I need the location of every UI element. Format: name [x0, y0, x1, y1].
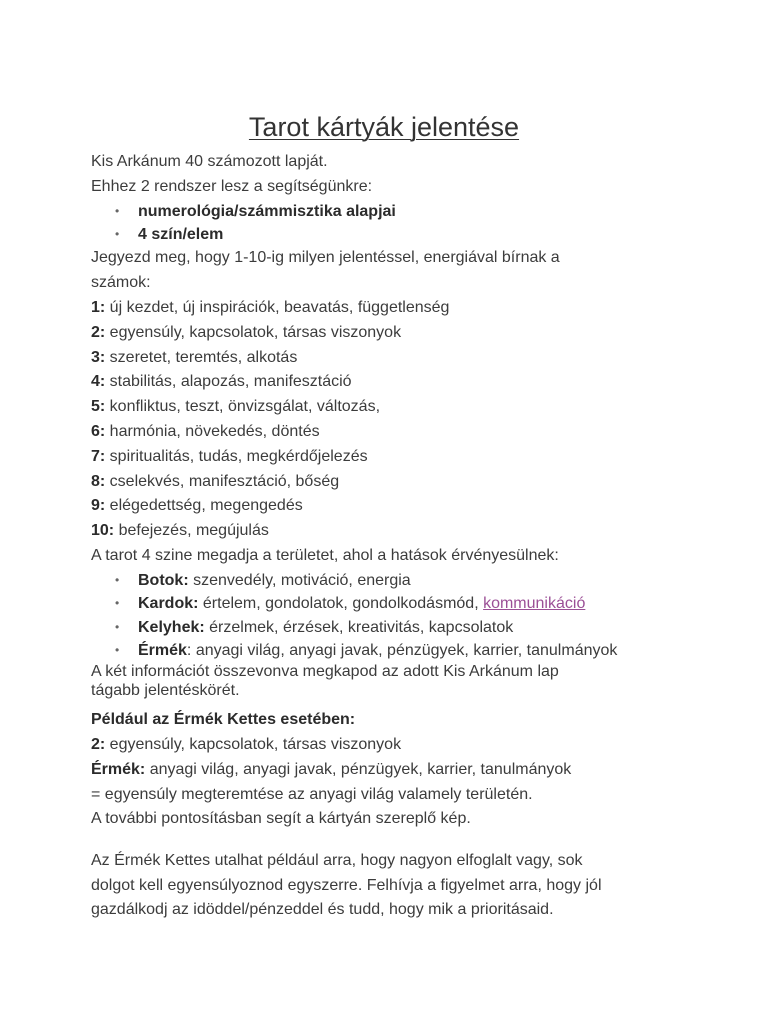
suit-item [91, 569, 711, 592]
numbers-intro-line: Jegyezd meg, hogy 1-10-ig milyen jelentéssel, energiával bírnak a [91, 249, 560, 267]
number-meaning: új kezdet, új inspirációk, beavatás, függetlenség [105, 298, 450, 316]
suit-item [91, 616, 711, 639]
numbers-intro-line: számok: [91, 274, 151, 292]
suit-item [91, 639, 711, 662]
bullet-icon: • [115, 642, 120, 657]
number-meaning-row [91, 494, 711, 519]
bullet-icon: • [115, 572, 120, 587]
suit-meaning: érzelmek, érzések, kreativitás, kapcsolatok [204, 618, 514, 636]
suit-meaning: szenvedély, motiváció, energia [188, 571, 411, 589]
number-label: 9: [91, 497, 106, 515]
number-label: 2: [91, 323, 106, 341]
number-label: 1: [91, 298, 106, 316]
example-suit-row [91, 758, 711, 783]
suit-label: Kelyhek: [138, 618, 205, 636]
number-meaning: elégedettség, megengedés [105, 497, 303, 515]
bullet-icon: • [115, 596, 120, 611]
combine-line: A két információt összevonva megkapod az adott Kis Arkánum lap [91, 663, 559, 681]
number-meaning-row [91, 445, 711, 470]
intro-line: Ehhez 2 rendszer lesz a segítségünkre: [91, 177, 373, 195]
number-meaning: befejezés, megújulás [114, 522, 269, 540]
bullet-icon: • [115, 619, 120, 634]
combine-line: tágabb jelentéskörét. [91, 682, 240, 700]
number-meaning: spiritualitás, tudás, megkérdőjelezés [105, 447, 368, 465]
suit-meaning: értelem, gondolatok, gondolkodásmód, [198, 595, 484, 613]
intro-line: Kis Arkánum 40 számozott lapját. [91, 153, 328, 170]
number-label: 3: [91, 348, 106, 366]
bullet-icon: • [115, 203, 120, 218]
number-meaning-row [91, 395, 711, 420]
number-meaning: stabilitás, alapozás, manifesztáció [105, 373, 352, 391]
example-result: = egyensúly megteremtése az anyagi világ valamely területén. [91, 785, 533, 803]
suit-label: Kardok: [138, 595, 199, 613]
suit-label: Érmék [138, 641, 187, 659]
suit-meaning: : anyagi világ, anyagi javak, pénzügyek, karrier, tanulmányok [186, 641, 618, 659]
number-meaning: konfliktus, teszt, önvizsgálat, változás, [105, 398, 381, 416]
system-label: 4 szín/elem [138, 225, 224, 243]
closing-line: Az Érmék Kettes utalhat például arra, hogy nagyon elfoglalt vagy, sok [91, 852, 583, 870]
number-meaning-row [91, 420, 711, 445]
example-number-label: 2: [91, 736, 106, 754]
example-heading [91, 708, 711, 733]
page-title: Tarot kártyák jelentése [248, 112, 520, 142]
example-number-meaning: egyensúly, kapcsolatok, társas viszonyok [105, 736, 402, 754]
number-label: 6: [91, 422, 106, 440]
number-meaning-row [91, 470, 711, 495]
number-meaning: szeretet, teremtés, alkotás [105, 348, 298, 366]
number-label: 8: [91, 472, 106, 490]
system-label: numerológia/számmisztika alapjai [138, 202, 396, 220]
number-meaning-row [91, 370, 711, 395]
number-meaning: cselekvés, manifesztáció, bőség [105, 472, 340, 490]
system-item [91, 200, 711, 223]
number-meaning-row [91, 346, 711, 371]
closing-line: gazdálkodj az idöddel/pénzeddel és tudd, hogy mik a prioritásaid. [91, 901, 554, 919]
number-label: 7: [91, 447, 106, 465]
number-label: 5: [91, 398, 106, 416]
number-meaning-row [91, 321, 711, 346]
number-meaning-row [91, 296, 711, 321]
system-item [91, 223, 711, 246]
bullet-icon: • [115, 226, 120, 241]
kommunikacio-link[interactable]: kommunikáció [483, 595, 586, 613]
number-meaning: harmónia, növekedés, döntés [105, 422, 320, 440]
example-suit-meaning: anyagi világ, anyagi javak, pénzügyek, karrier, tanulmányok [145, 760, 572, 778]
number-meaning: egyensúly, kapcsolatok, társas viszonyok [105, 323, 402, 341]
number-meaning-row [91, 519, 711, 544]
closing-line: dolgot kell egyensúlyoznod egyszerre. Felhívja a figyelmet arra, hogy jól [91, 876, 602, 894]
suit-label: Botok: [138, 571, 189, 589]
number-label: 10: [91, 522, 115, 540]
example-heading-text: Például az Érmék Kettes esetében: [91, 711, 356, 729]
number-label: 4: [91, 373, 106, 391]
suit-item [91, 592, 711, 615]
example-suit-label: Érmék: [91, 760, 146, 778]
example-note: A további pontosításban segít a kártyán szereplő kép. [91, 810, 471, 828]
document-body [91, 150, 711, 923]
suits-intro-line: A tarot 4 szine megadja a területet, ahol a hatások érvényesülnek: [91, 546, 559, 564]
example-number-row [91, 733, 711, 758]
